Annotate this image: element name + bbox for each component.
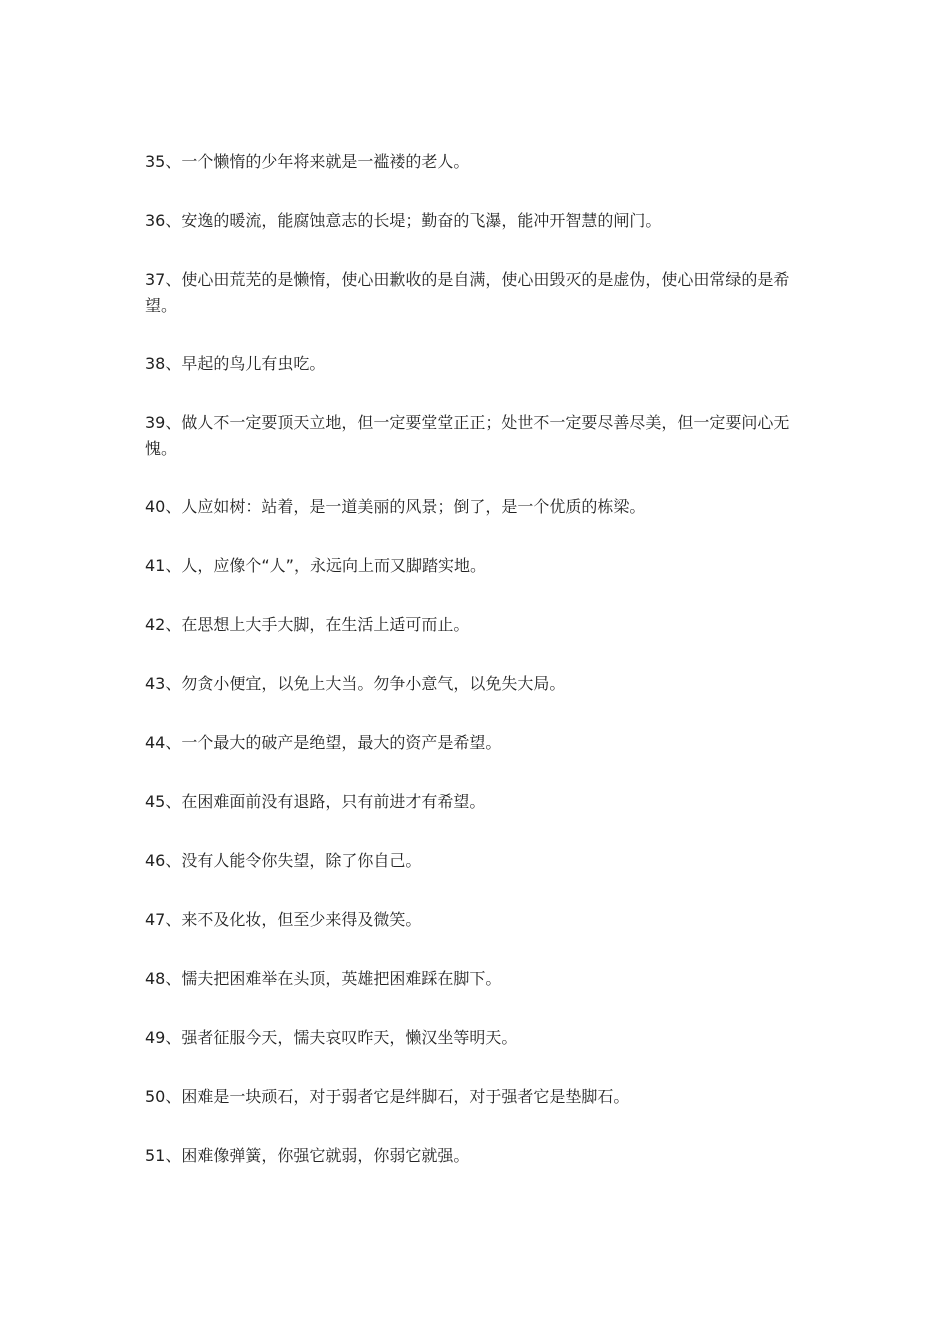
quote-item: 41、人，应像个“人”，永远向上而又脚踏实地。 — [145, 556, 486, 575]
quote-item: 37、使心田荒芜的是懒惰，使心田歉收的是自满，使心田毁灭的是虚伪，使心田常绿的是希望。 — [145, 270, 790, 315]
quote-list — [145, 149, 815, 1202]
quote-item: 48、懦夫把困难举在头顶，英雄把困难踩在脚下。 — [145, 969, 502, 988]
quote-item: 45、在困难面前没有退路，只有前进才有希望。 — [145, 792, 486, 811]
quote-item: 43、勿贪小便宜，以免上大当。勿争小意气，以免失大局。 — [145, 674, 566, 693]
quote-item: 46、没有人能令你失望，除了你自己。 — [145, 851, 422, 870]
quote-item: 36、安逸的暖流，能腐蚀意志的长堤；勤奋的飞瀑，能冲开智慧的闸门。 — [145, 211, 662, 230]
quote-item: 42、在思想上大手大脚，在生活上适可而止。 — [145, 615, 470, 634]
quote-item: 47、来不及化妆，但至少来得及微笑。 — [145, 910, 422, 929]
quote-item: 39、做人不一定要顶天立地，但一定要堂堂正正；处世不一定要尽善尽美，但一定要问心无愧。 — [145, 413, 790, 458]
quote-item: 38、早起的鸟儿有虫吃。 — [145, 354, 326, 373]
quote-item: 44、一个最大的破产是绝望，最大的资产是希望。 — [145, 733, 502, 752]
quote-item: 49、强者征服今天，懦夫哀叹昨天，懒汉坐等明天。 — [145, 1028, 518, 1047]
quote-item: 40、人应如树：站着，是一道美丽的风景；倒了，是一个优质的栋梁。 — [145, 497, 646, 516]
quote-item: 51、困难像弹簧，你强它就弱，你弱它就强。 — [145, 1146, 470, 1165]
quote-item: 50、困难是一块顽石，对于弱者它是绊脚石，对于强者它是垫脚石。 — [145, 1087, 630, 1106]
quote-item: 35、一个懒惰的少年将来就是一褴褛的老人。 — [145, 152, 470, 171]
